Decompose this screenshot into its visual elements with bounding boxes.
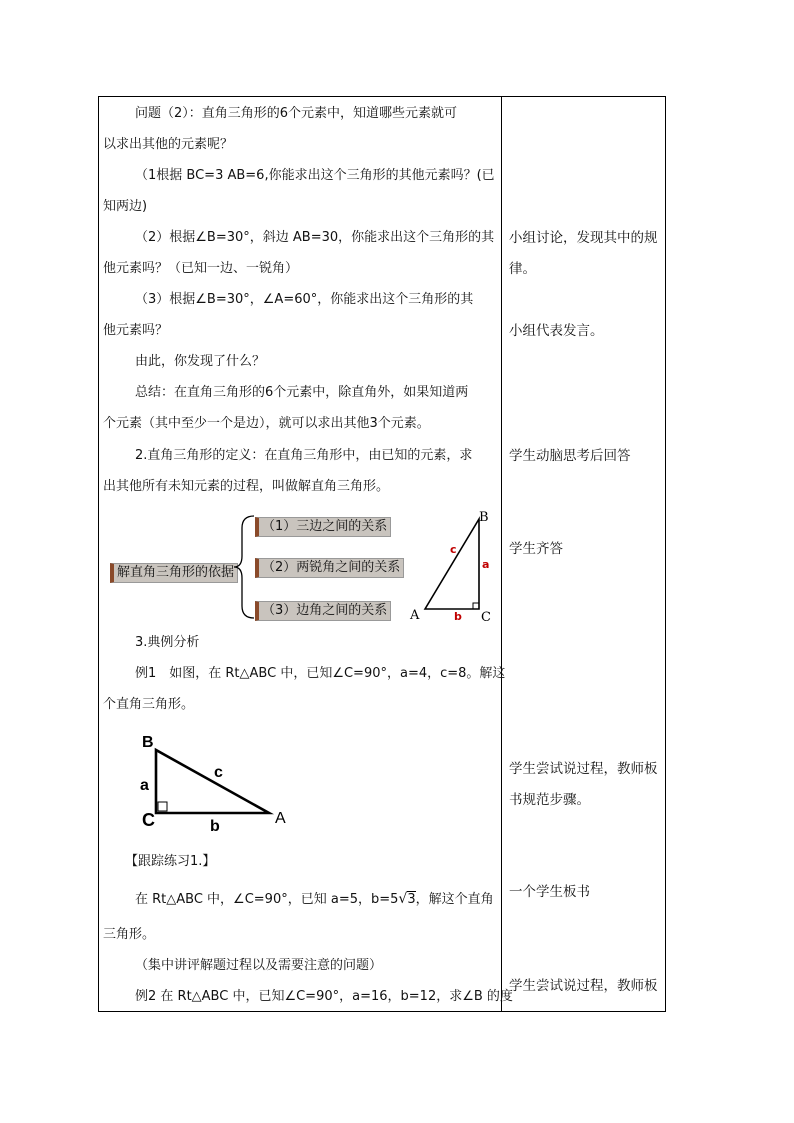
basis-item-angles: （2）两锐角之间的关系 (255, 558, 404, 578)
case-1-line2: 知两边) (103, 199, 148, 214)
case-1-line1: （1根据 BC=3 AB=6,你能求出这个三角形的其他元素吗？(已 (135, 168, 495, 183)
review-note: （集中讲评解题过程以及需要注意的问题） (135, 958, 383, 973)
sqrt-symbol: √ (398, 891, 408, 907)
example-2-line1: 例2 在 Rt△ABC 中，已知∠C=90°，a=16，b=12，求∠B 的度 (135, 989, 513, 1004)
activity-explain-line1: 学生尝试说过程，教师板 (509, 761, 658, 777)
example-1-line1: 例1 如图，在 Rt△ABC 中，已知∠C=90°，a=4，c=8。解这 (135, 666, 506, 681)
basis-main-label: 解直角三角形的依据 (110, 563, 238, 583)
side-a-label: a (140, 777, 149, 794)
activity-answer-together: 学生齐答 (509, 541, 563, 557)
side-c-label: c (450, 543, 457, 556)
activity-group-discuss-line1: 小组讨论，发现其中的规 (509, 230, 658, 246)
question-2-line2: 以求出其他的元素呢？ (103, 137, 234, 152)
activity-group-speak: 小组代表发言。 (509, 323, 604, 339)
side-b-label: b (454, 610, 462, 623)
definition-line1: 2.直角三角形的定义：在直角三角形中，由已知的元素，求 (135, 448, 473, 463)
activity-think-answer: 学生动脑思考后回答 (509, 448, 631, 464)
vertex-B-label: B (479, 510, 489, 525)
examples-heading: 3.典例分析 (135, 635, 200, 650)
column-divider (501, 96, 502, 1012)
question-2-line1: 问题（2）：直角三角形的6个元素中，知道哪些元素就可 (135, 106, 458, 121)
activity-group-discuss-line2: 律。 (509, 261, 536, 277)
definition-line2: 出其他所有未知元素的过程，叫做解直角三角形。 (103, 479, 390, 494)
activity-explain-line2: 书规范步骤。 (509, 792, 590, 808)
activity-explain-2: 学生尝试说过程，教师板 (509, 978, 658, 994)
sqrt-radicand: 3 (407, 892, 416, 907)
vertex-C-label: C (142, 810, 155, 830)
side-b-label: b (210, 818, 220, 835)
case-3-line1: （3）根据∠B=30°，∠A=60°，你能求出这个三角形的其 (135, 292, 474, 307)
practice-text-end: ，解这个直角 (415, 892, 494, 907)
discovery-question: 由此，你发现了什么？ (135, 354, 266, 369)
case-2-line1: （2）根据∠B=30°，斜边 AB=30，你能求出这个三角形的其 (135, 230, 495, 245)
right-triangle-figure-1 (405, 505, 500, 625)
summary-line1: 总结：在直角三角形的6个元素中，除直角外，如果知道两 (135, 385, 469, 400)
right-triangle-figure-2 (135, 725, 300, 837)
activity-board-write: 一个学生板书 (509, 884, 590, 900)
summary-line2: 个元素（其中至少一个是边），就可以求出其他3个元素。 (103, 416, 430, 431)
practice-line1 (135, 889, 494, 910)
side-a-label: a (482, 558, 490, 571)
vertex-A-label: A (410, 608, 420, 623)
practice-text: 在 Rt△ABC 中，∠C=90°，已知 a=5，b=5 (135, 892, 399, 907)
vertex-C-label: C (481, 610, 491, 625)
case-3-line2: 他元素吗？ (103, 323, 169, 338)
basis-item-side-angle: （3）边角之间的关系 (255, 601, 391, 621)
side-c-label: c (214, 764, 223, 781)
basis-item-sides: （1）三边之间的关系 (255, 517, 391, 537)
practice-line2: 三角形。 (103, 927, 156, 942)
case-2-line2: 他元素吗？（已知一边、一锐角） (103, 261, 299, 276)
vertex-B-label: B (142, 734, 154, 751)
example-1-line2: 个直角三角形。 (103, 697, 195, 712)
vertex-A-label: A (275, 810, 286, 827)
tracking-practice-heading: 【跟踪练习1.】 (125, 854, 216, 869)
